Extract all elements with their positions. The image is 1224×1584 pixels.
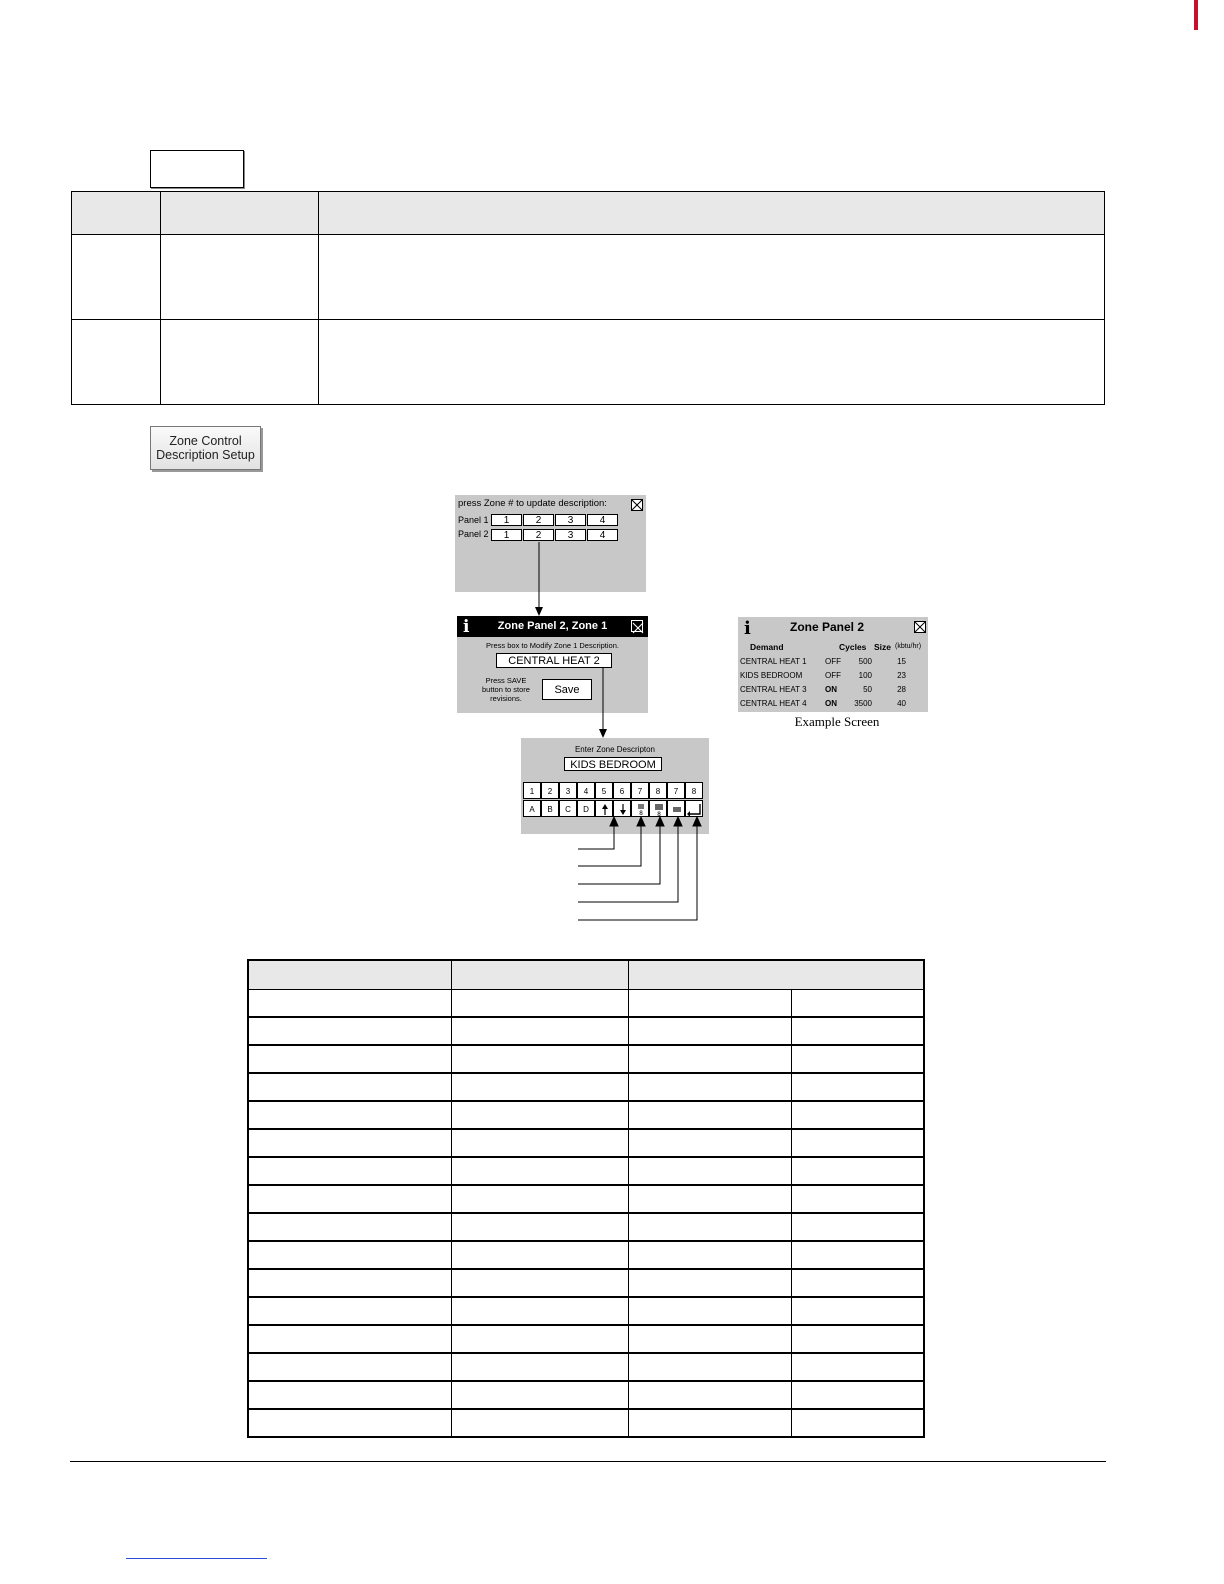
table-cell [628,1381,791,1409]
table-cell [628,1269,791,1297]
panel-1-zone-4-button[interactable]: 4 [587,514,618,526]
table-cell [628,1325,791,1353]
table-cell [791,1101,924,1129]
table-cell [628,1045,791,1073]
panel-1-zone-1-button[interactable]: 1 [491,514,522,526]
key-d[interactable]: D [577,800,595,817]
table-cell [628,1073,791,1101]
demand-row-cycles: 100 [858,671,872,680]
table-row [248,1129,924,1157]
demand-row-state: ON [825,699,837,708]
table-cell [248,1269,451,1297]
svg-text:8: 8 [657,811,661,818]
example-title: Zone Panel 2 [789,620,865,634]
table-row [248,1353,924,1381]
key-8[interactable]: 8 [649,782,667,799]
table-cell [628,1157,791,1185]
demand-row-size: 40 [897,699,906,708]
demand-row-name: CENTRAL HEAT 4 [740,699,807,708]
table-cell [451,1269,628,1297]
demand-row-name: CENTRAL HEAT 1 [740,657,807,666]
key-c[interactable]: C [559,800,577,817]
table-cell [248,1157,451,1185]
demand-row-size: 23 [897,671,906,680]
table-row [248,1045,924,1073]
save-hint-line: button to store [482,685,530,694]
table-cell [628,1185,791,1213]
save-hint-line: revisions. [490,694,522,703]
table-cell [791,1073,924,1101]
arrow-select-to-edit [535,542,543,616]
table-cell [451,1157,628,1185]
demand-header: Demand [750,642,784,652]
zone-description-input[interactable]: KIDS BEDROOM [564,757,662,771]
table-cell [248,1101,451,1129]
table-cell [628,1101,791,1129]
button-label-line-1: Zone Control [169,434,242,448]
header-cell [628,960,924,990]
key-3[interactable]: 3 [559,782,577,799]
table-cell [791,1269,924,1297]
table-cell [248,1241,451,1269]
save-button[interactable]: Save [542,679,592,700]
instruction-text: Press box to Modify Zone 1 Description. [486,641,619,650]
size-header: Size [874,642,892,652]
demand-row-size: 15 [897,657,906,666]
table-row [248,1017,924,1045]
demand-row-cycles: 3500 [854,699,872,708]
table-cell [451,990,628,1018]
table-cell [451,1381,628,1409]
table-cell [628,1129,791,1157]
table-cell [628,1409,791,1437]
key-6[interactable]: 6 [613,782,631,799]
key-1[interactable]: 1 [523,782,541,799]
key-callout-enter [578,817,701,920]
demand-row-cycles: 500 [858,657,872,666]
footer-divider [70,1461,1106,1462]
demand-row-state: OFF [825,671,841,680]
table-cell [791,1409,924,1437]
table-row [248,1241,924,1269]
table-row [248,1297,924,1325]
table-row [248,1269,924,1297]
table-cell [791,990,924,1018]
table-cell [791,1241,924,1269]
table-cell [248,1129,451,1157]
table-cell [451,1409,628,1437]
table-cell [248,990,451,1018]
table-cell [248,1381,451,1409]
table-row [248,1381,924,1409]
panel-1-zone-3-button[interactable]: 3 [555,514,586,526]
table-cell [451,1353,628,1381]
table-cell [451,1017,628,1045]
header-cell [451,960,628,990]
key-4[interactable]: 4 [577,782,595,799]
table-cell [248,1213,451,1241]
table-cell [628,1297,791,1325]
table-cell [451,1073,628,1101]
key-8b[interactable]: 8 [685,782,703,799]
table-cell [248,1353,451,1381]
key-2[interactable]: 2 [541,782,559,799]
zone-edit-title: Zone Panel 2, Zone 1 [497,620,608,632]
save-hint-line: Press SAVE [485,676,527,685]
table-row [248,1073,924,1101]
table-cell [248,1185,451,1213]
demand-row-state: OFF [825,657,841,666]
key-callout-up [578,817,618,849]
footer-link-underline[interactable] [126,1558,267,1559]
table-cell [791,1325,924,1353]
arrow-edit-to-keypad [599,668,607,738]
table-row [248,990,924,1018]
table-cell [791,1353,924,1381]
button-label-line-2: Description Setup [156,448,255,462]
cycles-header: Cycles [839,642,867,652]
table-cell [791,1213,924,1241]
table-cell [451,1129,628,1157]
table-row [248,1325,924,1353]
table-cell [451,1185,628,1213]
table-row [248,1101,924,1129]
table-cell [791,1297,924,1325]
table-cell [628,1017,791,1045]
table-row [248,1157,924,1185]
table-cell [451,1045,628,1073]
key-callout-shift-2 [578,817,682,902]
table-cell [248,1409,451,1437]
table-cell [628,1213,791,1241]
zone-description-field[interactable]: CENTRAL HEAT 2 [496,653,612,668]
info-icon: i [744,618,751,639]
table-cell [248,1045,451,1073]
example-screen-caption: Example Screen [794,714,880,729]
demand-row-cycles: 50 [863,685,872,694]
size-unit: (kbtu/hr) [895,643,922,650]
key-callout-shift-1 [578,817,664,884]
table-cell [628,1241,791,1269]
table-cell [791,1017,924,1045]
table-cell [248,1297,451,1325]
key-7[interactable]: 7 [631,782,649,799]
panel-2-zone-1-button[interactable]: 1 [491,529,522,541]
panel-2-zone-2-button[interactable]: 2 [523,529,554,541]
table-cell [248,1073,451,1101]
zone-table-header [248,960,924,990]
panel-1-zone-2-button[interactable]: 2 [523,514,554,526]
table-cell [451,1297,628,1325]
table-cell [791,1157,924,1185]
info-icon: i [463,617,470,637]
panel-1-label: Panel 1 [458,515,489,525]
table-cell [791,1381,924,1409]
table-cell [628,1353,791,1381]
table-cell [451,1325,628,1353]
table-cell [248,1325,451,1353]
table-cell [248,1017,451,1045]
key-7b[interactable]: 7 [667,782,685,799]
key-b[interactable]: B [541,800,559,817]
svg-text:8: 8 [639,810,643,817]
header-cell [248,960,451,990]
keypad-prompt: Enter Zone Descripton [574,745,656,754]
table-row [248,1185,924,1213]
table-row [248,1213,924,1241]
panel-2-label: Panel 2 [458,529,489,539]
table-cell [451,1241,628,1269]
demand-row-size: 28 [897,685,906,694]
demand-row-state: ON [825,685,837,694]
table-cell [451,1213,628,1241]
table-cell [628,990,791,1018]
table-cell [791,1045,924,1073]
zone-select-prompt: press Zone # to update description: [458,498,607,509]
zone-description-table [247,959,925,1438]
table-cell [791,1185,924,1213]
table-row [248,1409,924,1437]
key-5[interactable]: 5 [595,782,613,799]
panel-2-zone-4-button[interactable]: 4 [587,529,618,541]
demand-row-name: KIDS BEDROOM [740,671,803,680]
table-cell [451,1101,628,1129]
demand-row-name: CENTRAL HEAT 3 [740,685,807,694]
table-cell [791,1129,924,1157]
panel-2-zone-3-button[interactable]: 3 [555,529,586,541]
key-a[interactable]: A [523,800,541,817]
